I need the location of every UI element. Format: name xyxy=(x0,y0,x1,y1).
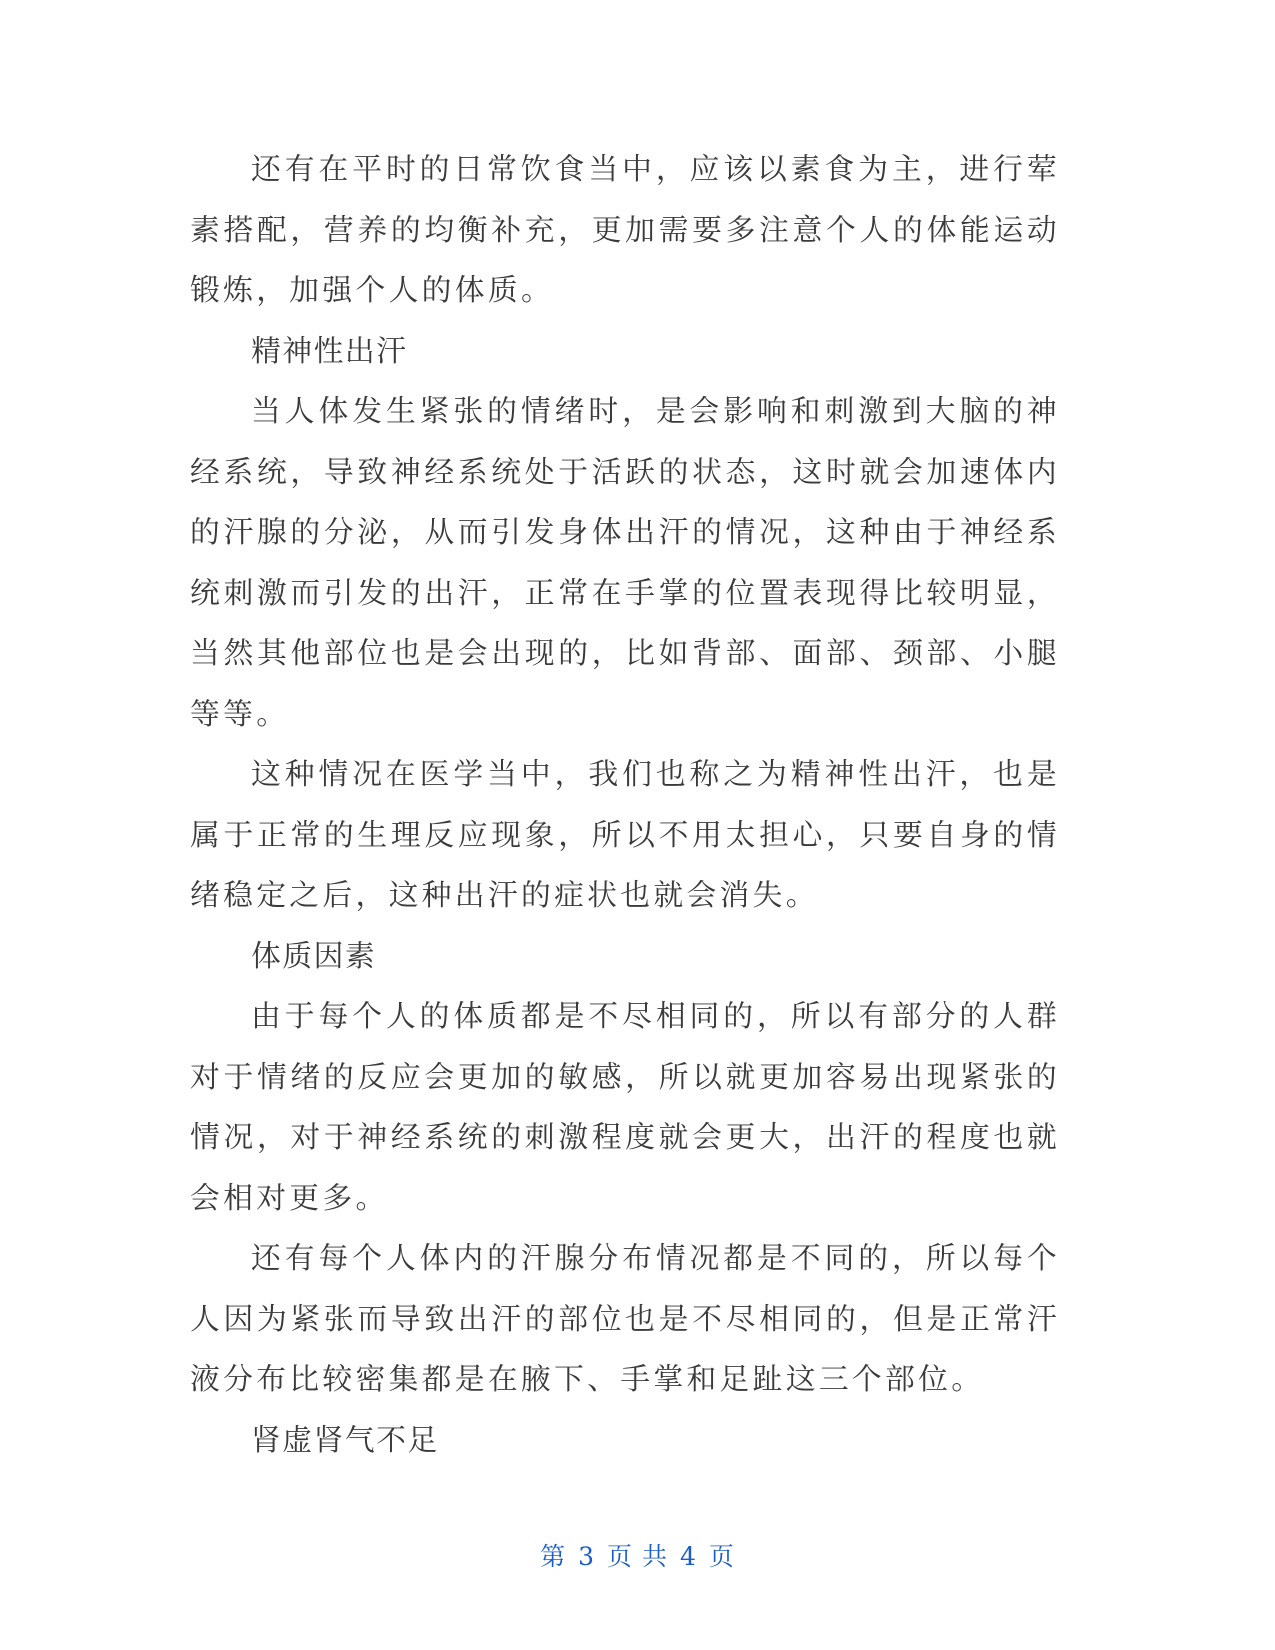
paragraph-sweat-glands: 还有每个人体内的汗腺分布情况都是不同的，所以每个人因为紧张而导致出汗的部位也是不尽相同的，但是正常汗液分布比较密集都是在腋下、手掌和足趾这三个部位。 xyxy=(190,1241,1060,1397)
page-footer xyxy=(0,1537,1275,1573)
heading-mental-sweating: 精神性出汗 xyxy=(251,333,408,369)
footer-suffix: 页 xyxy=(708,1542,735,1571)
footer-current-page: 3 xyxy=(578,1542,596,1571)
paragraph-medical-term: 这种情况在医学当中，我们也称之为精神性出汗，也是属于正常的生理反应现象，所以不用太担心，只要自身的情绪稳定之后，这种出汗的症状也就会消失。 xyxy=(190,757,1060,913)
paragraph-nervous-system: 当人体发生紧张的情绪时，是会影响和刺激到大脑的神经系统，导致神经系统处于活跃的状态，这时就会加速体内的汗腺的分泌，从而引发身体出汗的情况，这种由于神经系统刺激而引发的出汗，正常在手掌的位置表现得比较明显，当然其他部位也是会出现的，比如背部、面部、颈部、小腿等等。 xyxy=(190,394,1060,732)
paragraph-diet: 还有在平时的日常饮食当中，应该以素食为主，进行荤素搭配，营养的均衡补充，更加需要多注意个人的体能运动锻炼，加强个人的体质。 xyxy=(190,152,1060,308)
footer-total-pages: 4 xyxy=(679,1542,697,1571)
heading-kidney-deficiency: 肾虚肾气不足 xyxy=(251,1422,439,1458)
document-body xyxy=(190,140,1060,1471)
paragraph-constitution: 由于每个人的体质都是不尽相同的，所以有部分的人群对于情绪的反应会更加的敏感，所以就更加容易出现紧张的情况，对于神经系统的刺激程度就会更大，出汗的程度也就会相对更多。 xyxy=(190,999,1060,1216)
heading-constitution: 体质因素 xyxy=(251,938,377,974)
footer-middle: 页 共 xyxy=(607,1542,668,1571)
footer-prefix: 第 xyxy=(540,1542,567,1571)
